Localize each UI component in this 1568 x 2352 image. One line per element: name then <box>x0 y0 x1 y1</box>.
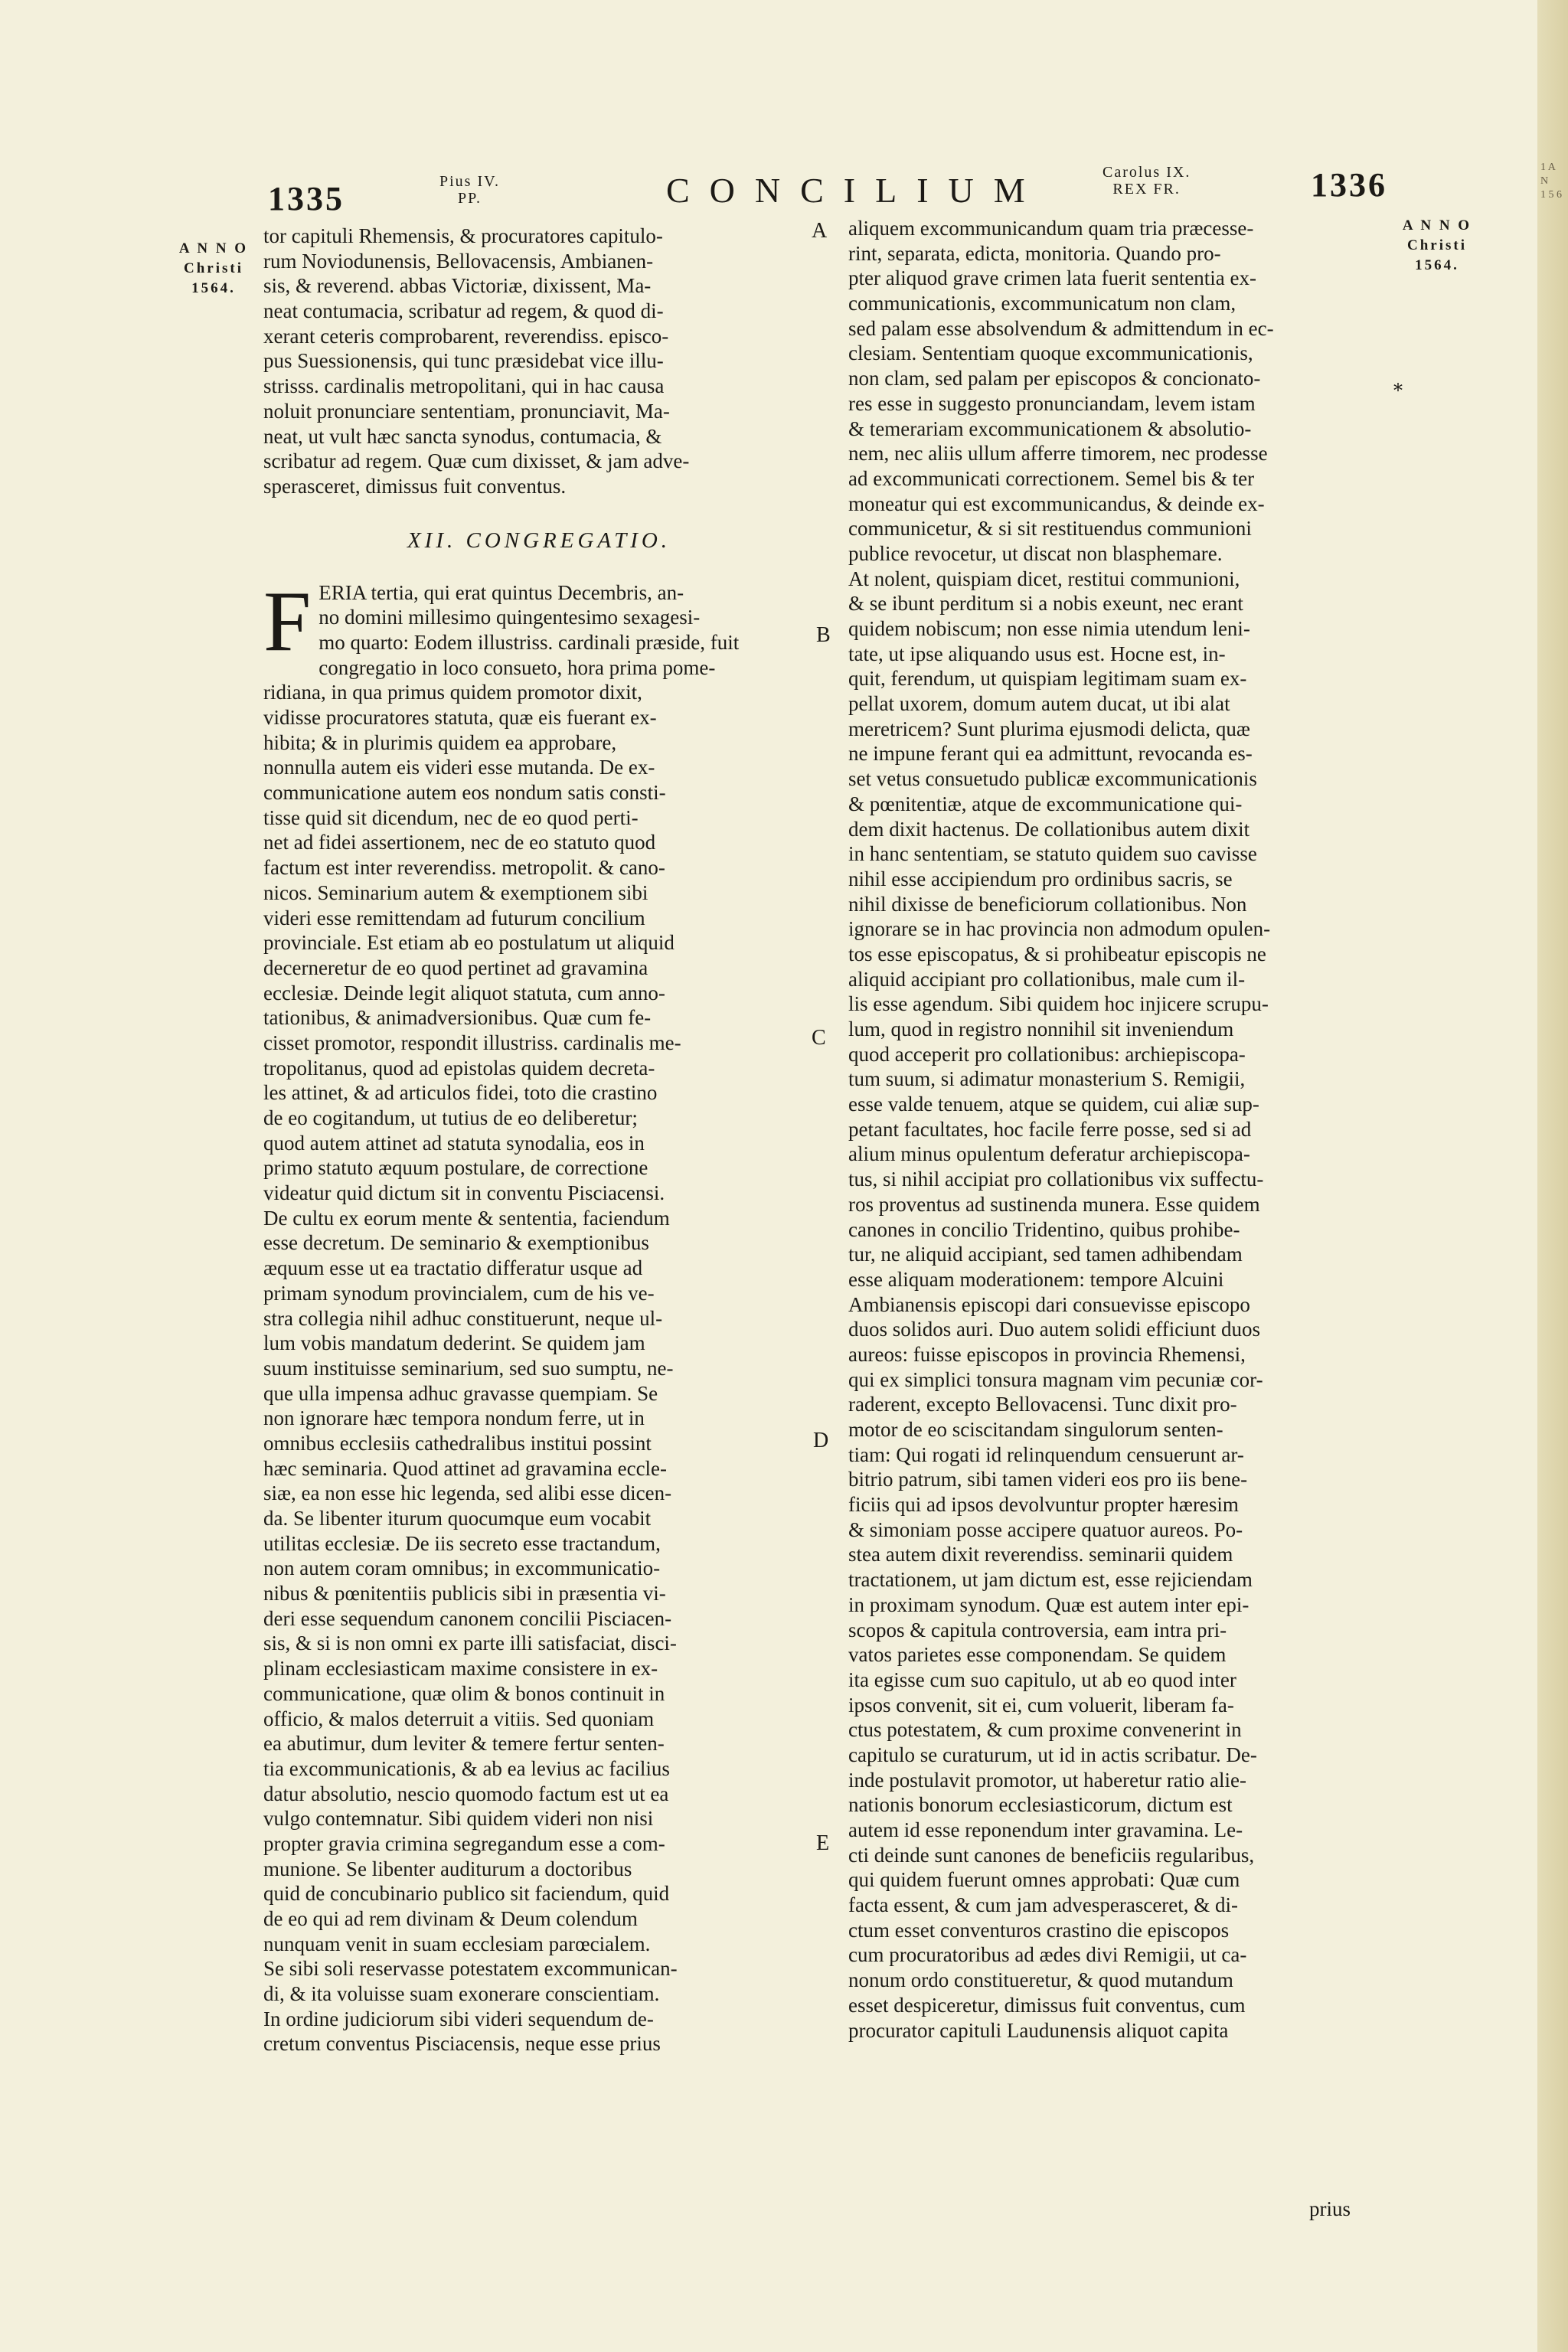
text-line: sis, & reverend. abbas Victoriæ, dixissent, Ma- <box>263 274 652 298</box>
text-line: set vetus consuetudo publicæ excommunicationis <box>848 767 1257 791</box>
text-line: non ignorare hæc tempora nondum ferre, ut in <box>263 1406 645 1430</box>
text-line: facta essent, & cum jam advesperasceret, & di- <box>848 1893 1239 1917</box>
text-line: ctum esset conventuros crastino die episcopos <box>848 1918 1230 1942</box>
text-line: factum est inter reverendiss. metropolit. & cano- <box>263 856 665 880</box>
adjacent-page-edge <box>1537 0 1568 2352</box>
text-line: rint, separata, edicta, monitoria. Quando pro- <box>848 241 1221 265</box>
text-line: pter aliquod grave crimen lata fuerit sententia ex- <box>848 266 1257 290</box>
text-line: aliquid accipiant pro collationibus, male cum il- <box>848 967 1246 991</box>
text-line: tiam: Qui rogati id relinquendum censuerunt ar- <box>848 1442 1244 1466</box>
text-line: cisset promotor, respondit illustriss. cardinalis me- <box>263 1031 681 1054</box>
right-column-text <box>848 216 1400 2043</box>
text-line: clesiam. Sententiam quoque excommunicationis, <box>848 341 1253 365</box>
text-line: di, & ita voluisse suam exonerare conscientiam. <box>263 1982 660 2006</box>
text-line: tisse quid sit dicendum, nec de eo quod perti- <box>263 805 639 829</box>
text-line: suum instituisse seminarium, sed suo sumptu, ne- <box>263 1356 674 1380</box>
text-line: qui quidem fuerunt omnes approbati: Quæ cum <box>848 1868 1240 1892</box>
text-line: aureos: fuisse episcopos in provincia Rhemensi, <box>848 1342 1246 1366</box>
text-line: non autem coram omnibus; in excommunicatio- <box>263 1557 661 1580</box>
text-line: ita egisse cum suo capitulo, ut ab eo quod inter <box>848 1668 1236 1691</box>
text-line: pellat uxorem, domum autem ducat, ut ibi alat <box>848 692 1230 716</box>
text-line: de eo qui ad rem divinam & Deum colendum <box>263 1907 638 1930</box>
king-running-head: Carolus IX. REX FR. <box>1102 164 1191 198</box>
text-line: tractationem, ut jam dictum est, esse rejiciendam <box>848 1568 1253 1592</box>
text-line: stea autem dixit reverendiss. seminarii quidem <box>848 1543 1233 1566</box>
text-line: tate, ut ipse aliquando usus est. Hocne est, in- <box>848 642 1226 665</box>
text-line: non clam, sed palam per episcopos & concionato- <box>848 367 1261 390</box>
text-line: munione. Se libenter auditurum a doctoribus <box>263 1857 632 1880</box>
text-line: neat contumacia, scribatur ad regem, & quod di- <box>263 299 664 323</box>
left-column <box>263 224 815 2056</box>
text-line: tia excommunicationis, & ab ea levius ac facilius <box>263 1756 670 1780</box>
text-line: ficiis qui ad ipsos devolvuntur propter hæresim <box>848 1493 1239 1517</box>
text-line: esset despiceretur, dimissus fuit conventus, cum <box>848 1993 1246 2017</box>
text-line: duos solidos auri. Duo autem solidi efficiunt duos <box>848 1318 1260 1341</box>
text-line: & se ibunt perditum si a nobis exeunt, nec erant <box>848 592 1243 616</box>
text-line: nonum ordo constitueretur, & quod mutandum <box>848 1968 1233 1992</box>
text-line: esse decretum. De seminario & exemptionibus <box>263 1231 649 1255</box>
text-line: noluit pronunciare sententiam, pronunciavit, Ma- <box>263 399 670 423</box>
text-line: tor capituli Rhemensis, & procuratores capitulo- <box>263 224 663 247</box>
text-line: stra collegia nihil adhuc constituerunt, neque ul- <box>263 1306 663 1330</box>
text-line: ad excommunicati correctionem. Semel bis & ter <box>848 466 1255 490</box>
text-line: In ordine judiciorum sibi videri sequendum de- <box>263 2007 654 2030</box>
text-line: vidisse procuratores statuta, quæ eis fuerant ex- <box>263 706 657 729</box>
text-line: strisss. cardinalis metropolitani, qui in hac causa <box>263 374 665 398</box>
catchword: prius <box>1309 2197 1351 2220</box>
year-margin-left: A N N O Christi 1564. <box>178 240 249 296</box>
left-column-opening-text <box>263 224 815 499</box>
text-line: mo quarto: Eodem illustriss. cardinali præside, fuit <box>318 630 740 654</box>
text-line: lis esse agendum. Sibi quidem hoc injicere scrupu- <box>848 992 1269 1016</box>
text-line: in proximam synodum. Quæ est autem inter epi- <box>848 1592 1250 1616</box>
text-line: res esse in suggesto pronunciandam, levem istam <box>848 391 1256 415</box>
text-line: xerant ceteris comprobarent, reverendiss. episco- <box>263 324 669 348</box>
text-line: tur, ne aliquid accipiant, sed tamen adhibendam <box>848 1243 1243 1266</box>
text-line: primo statuto æquum postulare, de correctione <box>263 1156 648 1180</box>
text-line: dem dixit hactenus. De collationibus autem dixit <box>848 817 1250 841</box>
text-line: nationis bonorum ecclesiasticorum, dictum est <box>848 1793 1233 1817</box>
text-line: ignorare se in hac provincia non admodum opulen- <box>848 917 1271 941</box>
section-marker-c: C <box>812 1026 826 1050</box>
text-line: utilitas ecclesiæ. De iis secreto esse tractandum, <box>263 1531 661 1555</box>
text-line: nihil esse accipiendum pro ordinibus sacris, se <box>848 867 1233 890</box>
text-line: tos esse episcopatus, & si prohibeatur episcopis ne <box>848 942 1266 965</box>
text-line: provinciale. Est etiam ab eo postulatum ut aliquid <box>263 931 675 955</box>
text-line: videri esse remittendam ad futurum concilium <box>263 906 645 929</box>
text-line: communicatione autem eos nondum satis consti- <box>263 781 666 805</box>
text-line: communicetur, & si sit restituendus communioni <box>848 517 1252 541</box>
text-line: cti deinde sunt canones de beneficiis regularibus, <box>848 1843 1255 1867</box>
text-line: petant facultates, hoc facile ferre posse, sed si ad <box>848 1117 1252 1141</box>
text-line: capitulo se curaturum, ut id in actis scribatur. De- <box>848 1743 1257 1766</box>
text-line: meretricem? Sunt plurima ejusmodi delicta, quæ <box>848 717 1250 740</box>
text-line: qui ex simplici tonsura magnam vim pecuniæ cor- <box>848 1367 1263 1391</box>
text-line: decerneretur de eo quod pertinet ad gravamina <box>263 956 648 979</box>
text-line: procurator capituli Laudunensis aliquot capita <box>848 2018 1229 2042</box>
text-line: bitrio patrum, sibi tamen videri eos pro iis bene- <box>848 1468 1248 1491</box>
text-line: aliquem excommunicandum quam tria præcesse- <box>848 217 1254 240</box>
text-line: vulgo contemnatur. Sibi quidem videri non nisi <box>263 1807 654 1831</box>
section-marker-b: B <box>816 623 831 647</box>
text-line: ea abutimur, dum leviter & temere fertur senten- <box>263 1732 665 1756</box>
text-line: alium minus opulentum deferatur archiepiscopa- <box>848 1142 1250 1166</box>
text-line: nihil dixisse de beneficiorum collationibus. Non <box>848 892 1247 916</box>
text-line: nibus & pœnitentiis publicis sibi in præsentia vi- <box>263 1582 666 1606</box>
text-line: de eo cogitandum, ut tutius de eo deliberetur; <box>263 1106 638 1129</box>
text-line: in hanc sententiam, se statuto quidem suo cavisse <box>848 842 1257 866</box>
text-line: que ulla impensa adhuc gravasse quempiam. Se <box>263 1381 658 1405</box>
text-line: primam synodum provincialem, cum de his ve- <box>263 1281 655 1305</box>
text-line: no domini millesimo quingentesimo sexagesi- <box>318 606 701 629</box>
text-line: ros proventus ad sustinenda munera. Esse quidem <box>848 1192 1260 1216</box>
page-number-right: 1336 <box>1311 166 1387 204</box>
text-line: tationibus, & animadversionibus. Quæ cum fe- <box>263 1006 652 1030</box>
text-line: congregatio in loco consueto, hora prima pome- <box>318 655 716 679</box>
text-line: sperasceret, dimissus fuit conventus. <box>263 474 567 498</box>
text-line: autem id esse reponendum inter gravamina. Le- <box>848 1818 1243 1841</box>
text-line: lum, quod in registro nonnihil sit inveniendum <box>848 1018 1234 1040</box>
margin-asterisk: * <box>1393 380 1403 401</box>
text-line: ipsos convenit, sit ei, cum voluerit, liberam fa- <box>848 1693 1234 1717</box>
right-column <box>848 216 1400 2043</box>
text-line: ridiana, in qua primus quidem promotor dixit, <box>263 681 642 704</box>
text-line: & simoniam posse accipere quatuor aureos. Po- <box>848 1517 1243 1541</box>
text-line: & pœnitentiæ, atque de excommunicatione qui- <box>848 792 1243 815</box>
adjacent-page-text: 1 A N 1 5 6 <box>1540 162 1562 201</box>
text-line: esse valde tenuem, atque se quidem, cui aliæ sup- <box>848 1093 1259 1116</box>
text-line: officio, & malos deterruit a vitiis. Sed quoniam <box>263 1707 655 1730</box>
text-line: moneatur qui est excommunicandus, & deinde ex- <box>848 492 1265 515</box>
text-line: ecclesiæ. Deinde legit aliquot statuta, cum anno- <box>263 981 665 1004</box>
text-line: cretum conventus Pisciacensis, neque esse prius <box>263 2032 661 2056</box>
text-line: raderent, excepto Bellovacensi. Tunc dixit pro- <box>848 1393 1237 1416</box>
section-heading: XII. CONGREGATIO. <box>407 528 671 553</box>
text-line: omnibus ecclesiis cathedralibus institui possint <box>263 1431 652 1455</box>
text-line: publice revocetur, ut discat non blasphemare. <box>848 541 1223 565</box>
text-line: vatos parietes esse componendam. Se quidem <box>848 1643 1227 1667</box>
text-line: videatur quid dictum sit in conventu Pisciacensi. <box>263 1181 665 1205</box>
text-line: nonnulla autem eis videri esse mutanda. De ex- <box>263 756 655 779</box>
text-line: sed palam esse absolvendum & admittendum in ec- <box>848 316 1274 340</box>
pope-running-head: Pius IV. PP. <box>439 173 500 207</box>
text-line: quit, ferendum, ut quispiam legitimam suam ex- <box>848 667 1247 691</box>
text-line: quod autem attinet ad statuta synodalia, eos in <box>263 1131 645 1155</box>
text-line: sis, & si is non omni ex parte illi satisfaciat, disci- <box>263 1632 677 1655</box>
text-line: da. Se libenter iturum quocumque eum vocabit <box>263 1507 652 1530</box>
section-marker-e: E <box>816 1831 830 1855</box>
text-line: æquum esse ut ea tractatio differatur usque ad <box>263 1256 643 1280</box>
text-line: rum Noviodunensis, Bellovacensis, Ambianen- <box>263 249 654 273</box>
section-marker-d: D <box>813 1429 829 1452</box>
text-line: net ad fidei assertionem, nec de eo statuto quod <box>263 831 656 854</box>
text-line: les attinet, & ad articulos fidei, toto die crastino <box>263 1081 658 1105</box>
text-line: cum procuratoribus ad ædes divi Remigii, ut ca- <box>848 1943 1247 1967</box>
text-line: deri esse sequendum canonem concilii Pisciacen- <box>263 1606 672 1630</box>
section-marker-a: A <box>812 219 828 243</box>
text-line: motor de eo sciscitandam singulorum senten- <box>848 1418 1223 1441</box>
text-line: pus Suessionensis, qui tunc præsidebat vice illu- <box>263 349 664 373</box>
text-line: At nolent, quispiam dicet, restitui communioni, <box>848 567 1240 590</box>
running-title: CONCILIUM <box>666 171 1045 210</box>
text-line: quid de concubinario publico sit faciendum, quid <box>263 1882 670 1906</box>
text-line: hæc seminaria. Quod attinet ad gravamina eccle- <box>263 1456 668 1480</box>
text-line: ne impune ferant qui ea admittunt, revocanda es- <box>848 742 1253 766</box>
text-line: datur absolutio, nescio quomodo factum est ut ea <box>263 1782 669 1805</box>
text-line: neat, ut vult hæc sancta synodus, contumacia, & <box>263 424 662 448</box>
text-line: plinam ecclesiasticam maxime consistere in ex- <box>263 1657 658 1681</box>
year-margin-right: A N N O Christi 1564. <box>1402 217 1472 273</box>
text-line: esse aliquam moderationem: tempore Alcuini <box>848 1267 1224 1291</box>
text-line: canones in concilio Tridentino, quibus prohibe- <box>848 1217 1240 1241</box>
left-column-body <box>263 573 815 2057</box>
text-line: Se sibi soli reservasse potestatem excommunican- <box>263 1957 678 1981</box>
drop-cap: F <box>263 573 312 669</box>
text-line: nem, nec aliis ullum afferre timorem, nec prodesse <box>848 442 1268 466</box>
text-line: scopos & capitula controversia, eam intra pri- <box>848 1618 1227 1642</box>
text-line: quod acceperit pro collationibus: archiepiscopa- <box>848 1042 1246 1066</box>
text-line: nicos. Seminarium autem & exemptionem sibi <box>263 880 648 904</box>
text-line: & temerariam excommunicationem & absolutio- <box>848 416 1252 440</box>
text-line: hibita; & in plurimis quidem ea approbare, <box>263 730 617 754</box>
text-line: propter gravia crimina segregandum esse a com- <box>263 1831 665 1855</box>
text-line: tum suum, si adimatur monasterium S. Remigii, <box>848 1067 1246 1091</box>
text-line: siæ, ea non esse hic legenda, sed alibi esse dicen- <box>263 1481 672 1505</box>
text-line: Ambianensis episcopi dari consuevisse episcopo <box>848 1292 1250 1316</box>
text-line: quidem nobiscum; non esse nimia utendum leni- <box>848 617 1250 640</box>
text-line: tus, si nihil accipiat pro collationibus vix suffectu- <box>848 1168 1264 1191</box>
text-line: lum vobis mandatum dederint. Se quidem jam <box>263 1331 645 1355</box>
text-line: ctus potestatem, & cum proxime convenerint in <box>848 1718 1242 1742</box>
text-line: communicationis, excommunicatum non clam, <box>848 292 1236 315</box>
text-line: ERIA tertia, qui erat quintus Decembris, an- <box>318 580 684 604</box>
text-line: inde postulavit promotor, ut haberetur ratio alie- <box>848 1768 1247 1792</box>
text-line: scribatur ad regem. Quæ cum dixisset, & jam adve- <box>263 449 690 473</box>
text-line: tropolitanus, quod ad epistolas quidem decreta- <box>263 1056 655 1080</box>
text-line: nunquam venit in suam ecclesiam parœcialem. <box>263 1932 651 1955</box>
text-line: De cultu ex eorum mente & sententia, faciendum <box>263 1206 670 1230</box>
page-number-left: 1335 <box>268 180 345 217</box>
text-line: communicatione, quæ olim & bonos continuit in <box>263 1681 665 1705</box>
